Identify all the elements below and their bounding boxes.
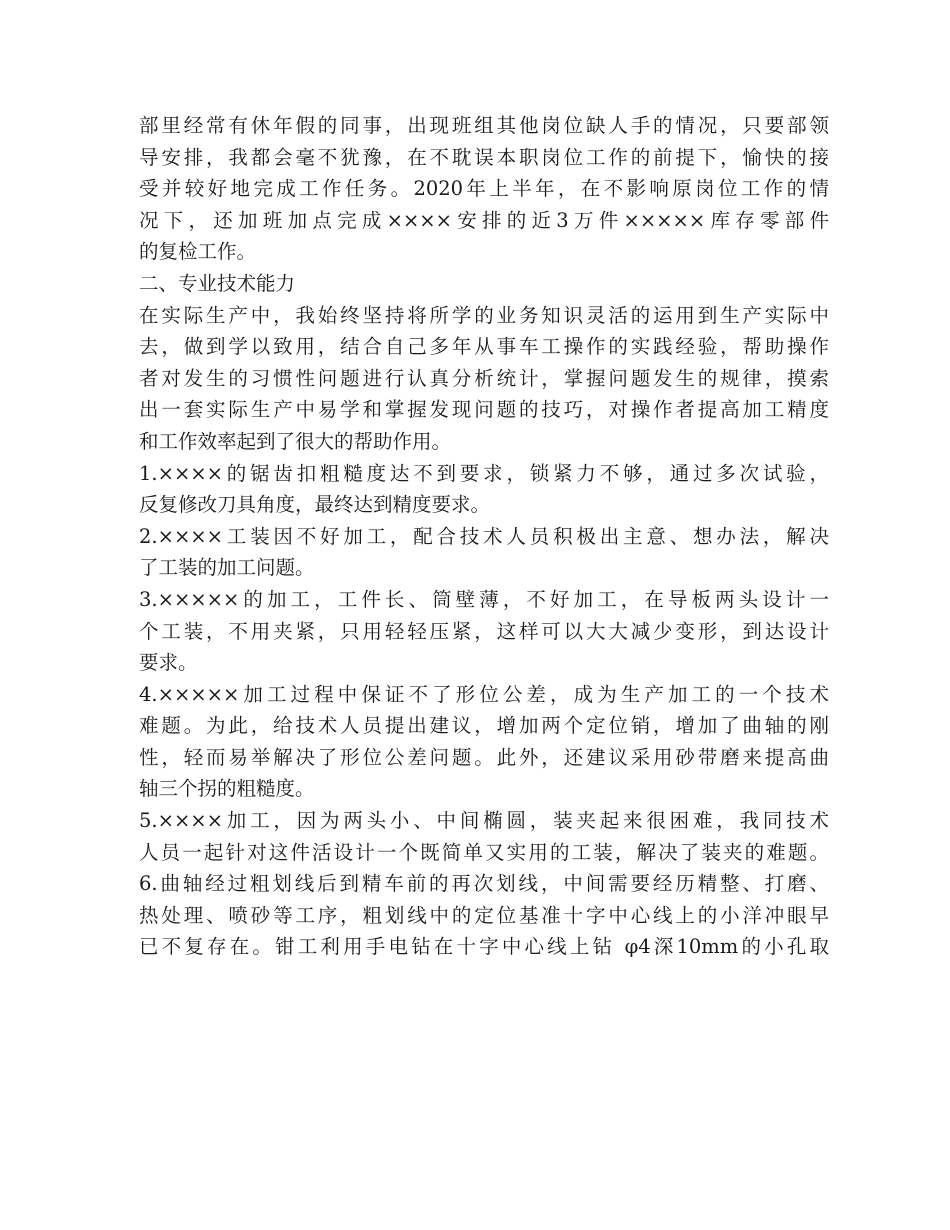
text-line: 受并较好地完成工作任务。2020年上半年，在不影响原岗位工作的情 xyxy=(139,177,829,201)
text-line: 3.×××××的加工，工件长、筒壁薄，不好加工，在导板两头设计一 xyxy=(139,587,829,611)
text-line: 者对发生的习惯性问题进行认真分析统计，掌握问题发生的规律，摸索 xyxy=(139,366,829,390)
text-line: 已不复存在。钳工利用手电钻在十字中心线上钻 φ4深10mm的小孔取 xyxy=(139,935,829,959)
text-line: 了工装的加工问题。 xyxy=(139,556,315,580)
text-line: 2.××××工装因不好加工，配合技术人员积极出主意、想办法，解决 xyxy=(139,524,829,548)
text-line: 6.曲轴经过粗划线后到精车前的再次划线，中间需要经历精整、打磨、 xyxy=(139,872,829,896)
text-line: 部里经常有休年假的同事，出现班组其他岗位缺人手的情况，只要部领 xyxy=(139,114,829,137)
text-line: 反复修改刀具角度，最终达到精度要求。 xyxy=(139,493,491,517)
text-line: 导安排，我都会毫不犹豫，在不耽误本职岗位工作的前提下，愉快的接 xyxy=(139,145,829,169)
text-line: 的复检工作。 xyxy=(139,240,257,264)
text-line: 1.××××的锯齿扣粗糙度达不到要求，锁紧力不够，通过多次试验， xyxy=(139,461,829,485)
text-line: 难题。为此，给技术人员提出建议，增加两个定位销，增加了曲轴的刚 xyxy=(139,714,829,738)
text-line: 4.×××××加工过程中保证不了形位公差，成为生产加工的一个技术 xyxy=(139,682,829,706)
text-line: 要求。 xyxy=(139,651,198,675)
text-line: 和工作效率起到了很大的帮助作用。 xyxy=(139,429,452,453)
text-line: 去，做到学以致用，结合自己多年从事车工操作的实践经验，帮助操作 xyxy=(139,335,829,359)
text-line: 在实际生产中，我始终坚持将所学的业务知识灵活的运用到生产实际中 xyxy=(139,303,829,327)
text-line: 热处理、喷砂等工序，粗划线中的定位基准十字中心线上的小洋冲眼早 xyxy=(139,903,829,927)
text-line: 人员一起针对这件活设计一个既简单又实用的工装，解决了装夹的难题。 xyxy=(139,840,829,864)
text-line: 个工装，不用夹紧，只用轻轻压紧，这样可以大大减少变形，到达设计 xyxy=(139,619,829,643)
text-line: 况下，还加班加点完成××××安排的近3万件×××××库存零部件 xyxy=(139,208,829,232)
text-line: 5.××××加工，因为两头小、中间椭圆，装夹起来很困难，我同技术 xyxy=(139,809,829,833)
text-line: 性，轻而易举解决了形位公差问题。此外，还建议采用砂带磨来提高曲 xyxy=(139,745,829,769)
text-line: 轴三个拐的粗糙度。 xyxy=(139,777,315,801)
document-body xyxy=(139,110,829,963)
text-line: 出一套实际生产中易学和掌握发现问题的技巧，对操作者提高加工精度 xyxy=(139,398,829,422)
text-line: 二、专业技术能力 xyxy=(139,271,296,295)
